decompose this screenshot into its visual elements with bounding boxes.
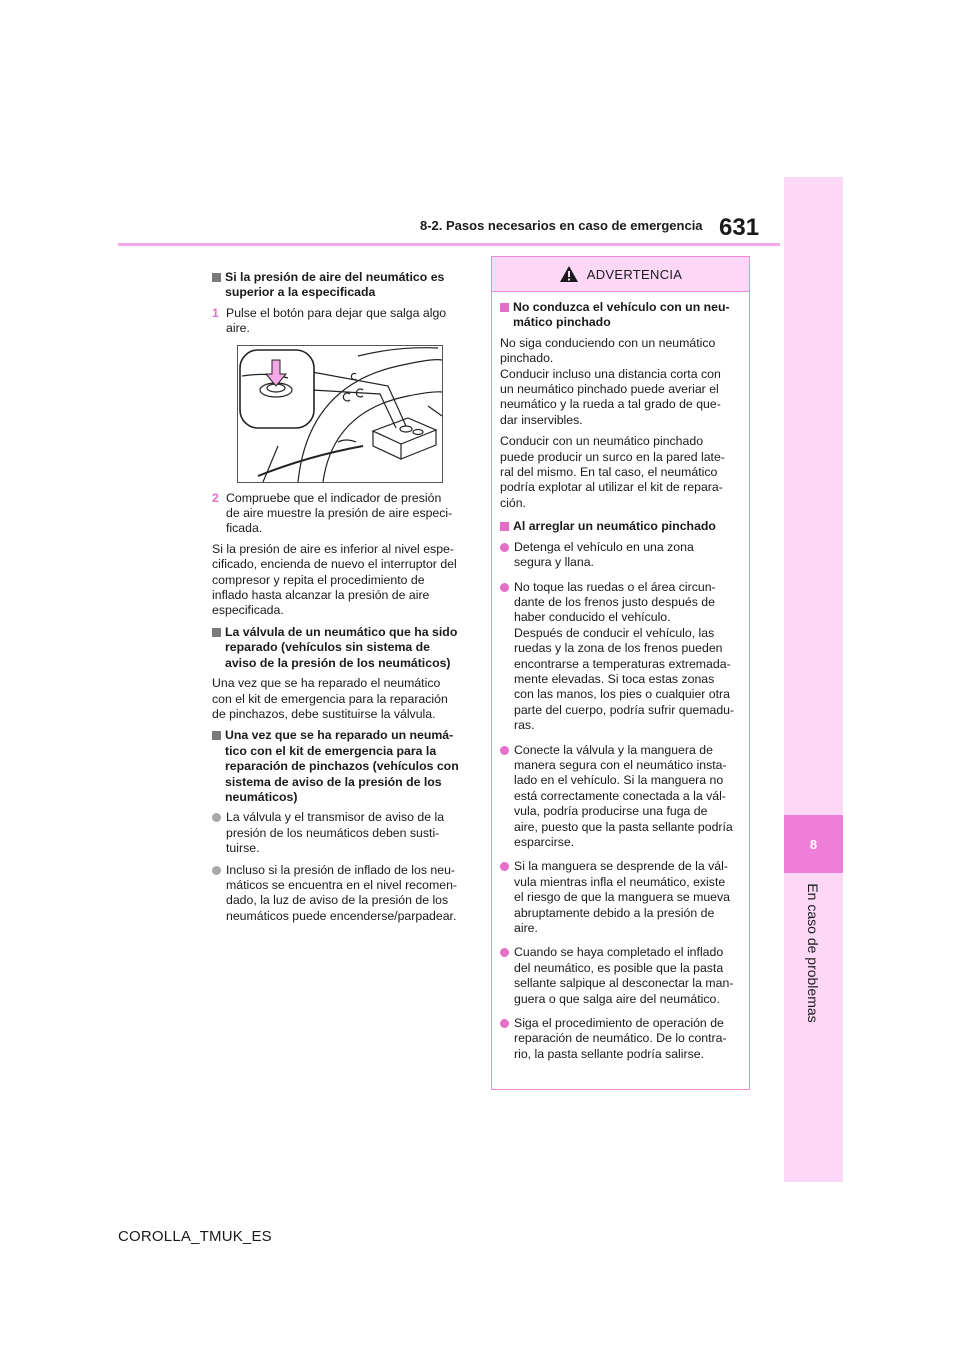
list-item-text: Siga el procedimiento de operación de reparación de neumático. De lo contra- rio, la pasta sellante podría salirse. <box>514 1016 727 1061</box>
paragraph-pressure-low: Si la presión de aire es inferior al nivel espe- cificado, encienda de nuevo el interruptor del compresor y repita el procedimiento de inflado hasta alcanzar la presión de aire especificada. <box>212 541 457 618</box>
warning-triangle-icon <box>559 265 579 283</box>
list-item <box>212 810 470 856</box>
page-number: 631 <box>719 214 760 241</box>
circle-bullet-icon <box>500 948 509 957</box>
square-bullet-icon <box>500 303 509 312</box>
step-2 <box>212 491 470 537</box>
warning-subheading-repair <box>500 519 739 534</box>
circle-bullet-icon <box>500 862 509 871</box>
chapter-side-band <box>784 177 843 1182</box>
warning-header <box>492 257 749 292</box>
circle-bullet-icon <box>500 746 509 755</box>
square-bullet-icon <box>212 731 221 740</box>
list-item-text: Si la manguera se desprende de la vál- vula mientras infla el neumático, existe el riesgo de que la manguera se mueva abruptamente debido a la presión de aire. <box>514 859 731 936</box>
warning-paragraph: Conducir con un neumático pinchado puede producir un surco en la pared late- ral del mismo. En tal caso, el neumático podría explotar al utilizar el kit de repara- ción. <box>500 434 725 510</box>
chapter-title-text: En caso de problemas <box>805 883 821 1023</box>
chapter-number-tab[interactable]: 8 <box>784 815 843 873</box>
circle-bullet-icon <box>500 1019 509 1028</box>
list-item <box>500 859 739 936</box>
warning-title: ADVERTENCIA <box>586 266 683 282</box>
warning-subheading-flat-tire <box>500 300 739 331</box>
warning-box <box>491 256 750 1090</box>
subheading-text: No conduzca el vehículo con un neu- mático pinchado <box>513 300 730 330</box>
square-bullet-icon <box>212 628 221 637</box>
subheading-valve-replacement <box>212 625 470 671</box>
circle-bullet-icon <box>500 583 509 592</box>
subheading-text: La válvula de un neumático que ha sido reparado (vehículos sin sistema de aviso de la presión de los neumáticos) <box>225 624 458 670</box>
subheading-pressure-high <box>212 270 470 301</box>
step-text: Compruebe que el indicador de presión de aire muestre la presión de aire especi- ficada. <box>226 490 453 536</box>
step-number: 1 <box>212 305 219 320</box>
compressor-release-button-icon <box>238 346 442 482</box>
list-item-text: La válvula y el transmisor de aviso de la presión de los neumáticos deben susti- tuirse. <box>226 810 445 856</box>
circle-bullet-icon <box>212 813 221 822</box>
header-rule <box>118 243 780 246</box>
warning-body <box>492 292 749 1062</box>
list-item-text: Incluso si la presión de inflado de los neu- máticos se encuentra en el nivel recomen- dado, la luz de aviso de la presión de los neumáticos puede encenderse/parpadear. <box>226 862 458 923</box>
warning-paragraph: No siga conduciendo con un neumático pinchado. Conducir incluso una distancia corta con un neumático pinchado puede averiar el neumático y la rueda a tal grado de que- dar inservibles. <box>500 335 721 427</box>
compressor-illustration <box>237 345 443 483</box>
chapter-title-vertical <box>790 878 836 1028</box>
subheading-text: Al arreglar un neumático pinchado <box>513 519 716 534</box>
list-item <box>500 540 739 571</box>
document-code: COROLLA_TMUK_ES <box>118 1228 272 1245</box>
list-item <box>500 743 739 851</box>
circle-bullet-icon <box>500 543 509 552</box>
list-item <box>500 1016 739 1062</box>
list-item <box>500 580 739 734</box>
list-item-text: Cuando se haya completado el inflado del neumático, es posible que la pasta sellante salpique al desconectar la man- guera o que salga aire del neumático. <box>514 945 734 1006</box>
section-title: 8-2. Pasos necesarios en caso de emergencia <box>420 218 703 233</box>
list-item <box>500 945 739 1007</box>
square-bullet-icon <box>500 522 509 531</box>
step-1 <box>212 306 470 337</box>
list-item-text: Detenga el vehículo en una zona segura y llana. <box>514 539 694 570</box>
subheading-text: Una vez que se ha reparado un neumá- tico con el kit de emergencia para la reparación de pinchazos (vehículos con sistema de aviso de la presión de los neumáticos) <box>225 728 459 804</box>
step-number: 2 <box>212 490 219 505</box>
left-column <box>212 270 470 930</box>
list-item <box>212 863 470 925</box>
list-item-text: Conecte la válvula y la manguera de manera segura con el neumático insta- lado en el vehículo. Si la manguera no está correctamente conectada a la vál- vula, podría producirse una fuga de aire, puesto que la pasta sellante podría esparcirse. <box>514 742 733 849</box>
step-text: Pulse el botón para dejar que salga algo aire. <box>226 305 447 336</box>
subheading-tpms <box>212 728 470 805</box>
paragraph-valve: Una vez que se ha reparado el neumático con el kit de emergencia para la reparación de pinchazos, debe sustituirse la válvula. <box>212 676 448 721</box>
subheading-text: Si la presión de aire del neumático es superior a la especificada <box>225 270 445 300</box>
list-item-text: No toque las ruedas o el área circun- dante de los frenos justo después de haber conducido el vehículo. Después de conducir el vehículo, las ruedas y la zona de los frenos pueden encontrarse a temperaturas extremada- mente elevadas. Si toca estas zonas con las manos, los pies o cualquier otra parte del cuerpo, podría sufrir quemadu- ras. <box>514 579 735 733</box>
square-bullet-icon <box>212 273 221 282</box>
circle-bullet-icon <box>212 866 221 875</box>
